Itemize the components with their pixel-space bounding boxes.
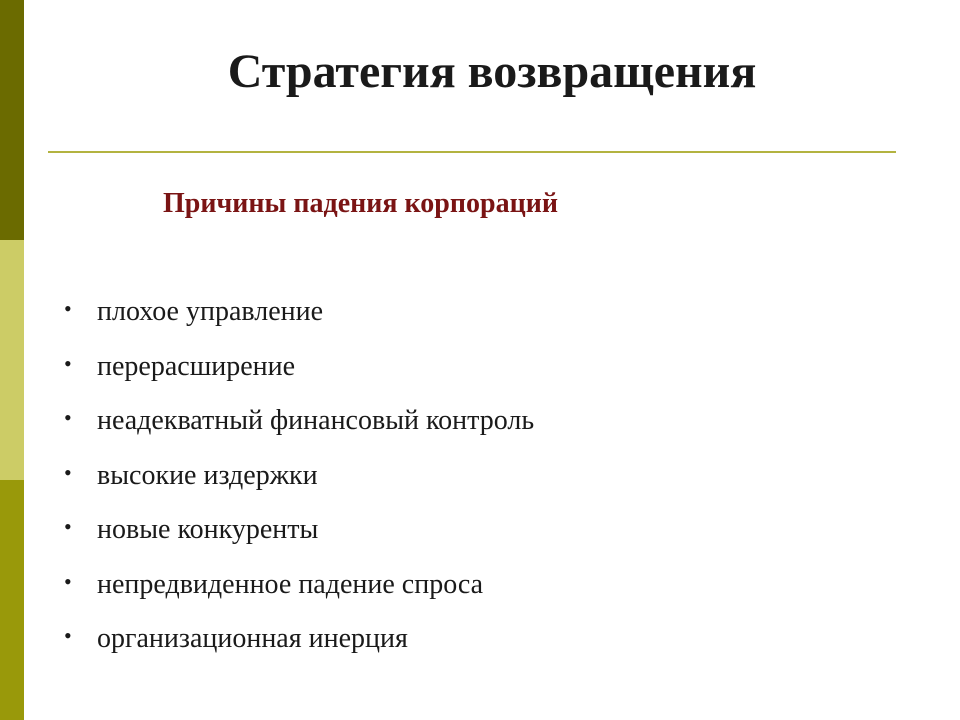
list-item xyxy=(64,619,534,674)
list-item-text: непредвиденное падение спроса xyxy=(97,568,484,600)
list-item-text: высокие издержки xyxy=(97,459,318,491)
title-divider xyxy=(48,151,896,153)
bullet-icon: • xyxy=(64,568,72,594)
bullet-icon: • xyxy=(64,459,72,485)
list-item xyxy=(64,401,534,456)
list-item xyxy=(64,510,534,565)
list-item xyxy=(64,456,534,511)
sidebar-segment-top xyxy=(0,0,24,240)
slide-title: Стратегия возвращения xyxy=(227,45,757,98)
bullet-icon: • xyxy=(64,405,72,430)
slide-subtitle: Причины падения корпораций xyxy=(163,188,558,219)
list-item xyxy=(64,347,534,402)
bullet-list xyxy=(64,292,534,674)
bullet-icon: • xyxy=(64,296,72,321)
list-item-text: перерасширение xyxy=(97,350,296,382)
list-item-text: неадекватный финансовый контроль xyxy=(97,405,535,436)
sidebar-segment-middle xyxy=(0,240,24,480)
list-item xyxy=(64,292,534,347)
list-item-text: организационная инерция xyxy=(97,623,408,654)
list-item xyxy=(64,565,534,620)
sidebar-segment-bottom xyxy=(0,480,24,720)
bullet-icon: • xyxy=(64,623,72,648)
bullet-icon: • xyxy=(64,514,72,539)
list-item-text: новые конкуренты xyxy=(97,514,319,545)
list-item-text: плохое управление xyxy=(97,296,324,327)
bullet-icon: • xyxy=(64,350,72,376)
